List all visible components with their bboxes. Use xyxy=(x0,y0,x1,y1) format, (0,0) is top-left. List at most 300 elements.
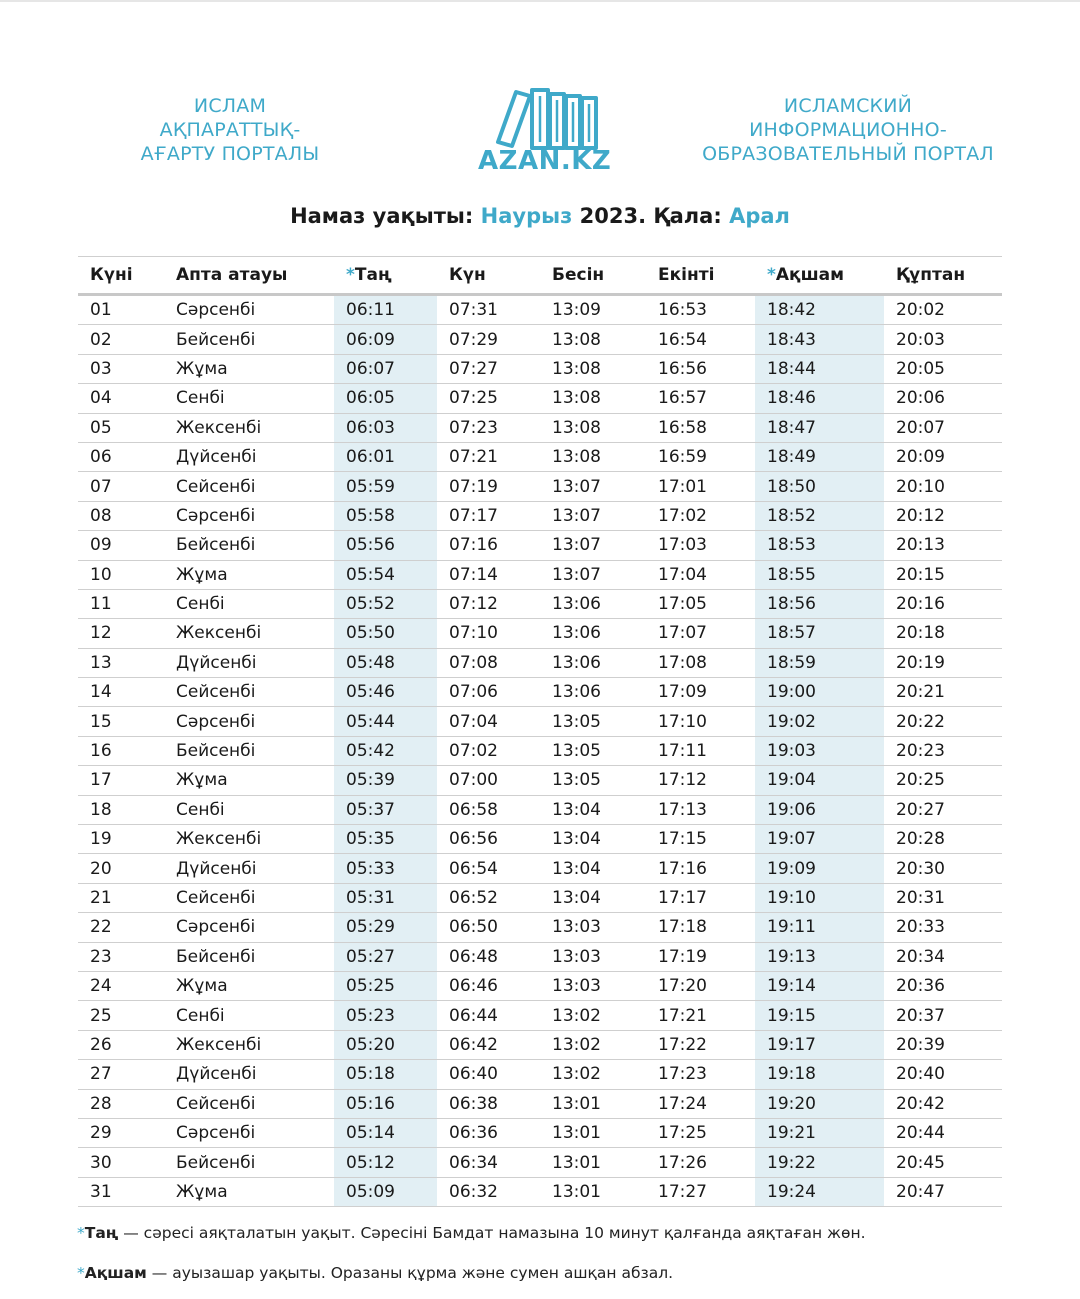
day-cell: 23 xyxy=(78,942,164,971)
day-cell: 11 xyxy=(78,589,164,618)
afternoon-cell: 16:54 xyxy=(646,325,755,354)
night-cell: 20:23 xyxy=(884,736,1002,765)
table-row xyxy=(78,1030,1002,1059)
col-header-night: Құптан xyxy=(884,257,1002,295)
portal-name-kazakh xyxy=(130,94,330,166)
table-row xyxy=(78,295,1002,325)
title-year: 2023. Қала: xyxy=(572,204,730,228)
dawn-cell: 06:07 xyxy=(334,354,437,383)
day-cell: 29 xyxy=(78,1118,164,1147)
col-header-day: Күні xyxy=(78,257,164,295)
night-cell: 20:21 xyxy=(884,678,1002,707)
weekday-cell: Сәрсенбі xyxy=(164,1118,334,1147)
sunset-cell: 19:13 xyxy=(755,942,884,971)
night-cell: 20:44 xyxy=(884,1118,1002,1147)
afternoon-cell: 17:18 xyxy=(646,913,755,942)
sunrise-cell: 06:34 xyxy=(437,1148,540,1177)
sunrise-cell: 07:10 xyxy=(437,619,540,648)
night-cell: 20:25 xyxy=(884,766,1002,795)
sunrise-cell: 06:32 xyxy=(437,1177,540,1206)
sunrise-cell: 07:00 xyxy=(437,766,540,795)
sunrise-cell: 07:27 xyxy=(437,354,540,383)
day-cell: 03 xyxy=(78,354,164,383)
sunrise-cell: 06:56 xyxy=(437,825,540,854)
sunset-cell: 19:06 xyxy=(755,795,884,824)
sunrise-cell: 07:31 xyxy=(437,295,540,325)
sunrise-cell: 06:50 xyxy=(437,913,540,942)
footnote-term: Ақшам xyxy=(84,1264,147,1282)
table-row xyxy=(78,1060,1002,1089)
night-cell: 20:45 xyxy=(884,1148,1002,1177)
sunset-cell: 18:57 xyxy=(755,619,884,648)
footnote-dawn xyxy=(77,1224,866,1242)
table-row xyxy=(78,1001,1002,1030)
night-cell: 20:18 xyxy=(884,619,1002,648)
table-row xyxy=(78,883,1002,912)
weekday-cell: Бейсенбі xyxy=(164,942,334,971)
weekday-cell: Сәрсенбі xyxy=(164,707,334,736)
sunset-cell: 19:17 xyxy=(755,1030,884,1059)
night-cell: 20:13 xyxy=(884,531,1002,560)
dawn-cell: 05:31 xyxy=(334,883,437,912)
night-cell: 20:34 xyxy=(884,942,1002,971)
sunset-cell: 19:18 xyxy=(755,1060,884,1089)
afternoon-cell: 17:24 xyxy=(646,1089,755,1118)
afternoon-cell: 17:16 xyxy=(646,854,755,883)
noon-cell: 13:06 xyxy=(540,619,646,648)
night-cell: 20:07 xyxy=(884,413,1002,442)
noon-cell: 13:08 xyxy=(540,442,646,471)
day-cell: 13 xyxy=(78,648,164,677)
weekday-cell: Сәрсенбі xyxy=(164,913,334,942)
dawn-cell: 05:59 xyxy=(334,472,437,501)
sunrise-cell: 07:12 xyxy=(437,589,540,618)
dawn-cell: 05:58 xyxy=(334,501,437,530)
weekday-cell: Сәрсенбі xyxy=(164,501,334,530)
afternoon-cell: 17:07 xyxy=(646,619,755,648)
noon-cell: 13:04 xyxy=(540,883,646,912)
weekday-cell: Дүйсенбі xyxy=(164,1060,334,1089)
dawn-cell: 05:44 xyxy=(334,707,437,736)
noon-cell: 13:04 xyxy=(540,825,646,854)
afternoon-cell: 17:23 xyxy=(646,1060,755,1089)
table-row xyxy=(78,1177,1002,1206)
table-header-row xyxy=(78,257,1002,295)
dawn-cell: 05:12 xyxy=(334,1148,437,1177)
day-cell: 05 xyxy=(78,413,164,442)
noon-cell: 13:02 xyxy=(540,1060,646,1089)
weekday-cell: Бейсенбі xyxy=(164,1148,334,1177)
sunset-cell: 19:10 xyxy=(755,883,884,912)
table-row xyxy=(78,913,1002,942)
sunrise-cell: 07:17 xyxy=(437,501,540,530)
sunset-cell: 19:15 xyxy=(755,1001,884,1030)
sunrise-cell: 07:19 xyxy=(437,472,540,501)
night-cell: 20:39 xyxy=(884,1030,1002,1059)
dawn-cell: 06:03 xyxy=(334,413,437,442)
day-cell: 10 xyxy=(78,560,164,589)
afternoon-cell: 17:26 xyxy=(646,1148,755,1177)
afternoon-cell: 16:58 xyxy=(646,413,755,442)
dawn-cell: 05:46 xyxy=(334,678,437,707)
table-row xyxy=(78,707,1002,736)
noon-cell: 13:06 xyxy=(540,678,646,707)
dawn-cell: 05:35 xyxy=(334,825,437,854)
sunrise-cell: 07:16 xyxy=(437,531,540,560)
night-cell: 20:03 xyxy=(884,325,1002,354)
weekday-cell: Жексенбі xyxy=(164,619,334,648)
portal-line: ИНФОРМАЦИОННО- xyxy=(749,119,947,141)
dawn-cell: 05:14 xyxy=(334,1118,437,1147)
day-cell: 26 xyxy=(78,1030,164,1059)
weekday-cell: Сейсенбі xyxy=(164,678,334,707)
sunrise-cell: 07:23 xyxy=(437,413,540,442)
table-row xyxy=(78,501,1002,530)
sunset-cell: 18:43 xyxy=(755,325,884,354)
day-cell: 09 xyxy=(78,531,164,560)
table-row xyxy=(78,325,1002,354)
sunset-cell: 19:07 xyxy=(755,825,884,854)
noon-cell: 13:07 xyxy=(540,531,646,560)
sunset-cell: 19:14 xyxy=(755,971,884,1000)
night-cell: 20:31 xyxy=(884,883,1002,912)
noon-cell: 13:08 xyxy=(540,354,646,383)
noon-cell: 13:07 xyxy=(540,501,646,530)
afternoon-cell: 16:57 xyxy=(646,384,755,413)
portal-line: ОБРАЗОВАТЕЛЬНЫЙ ПОРТАЛ xyxy=(702,143,994,165)
dawn-cell: 05:56 xyxy=(334,531,437,560)
afternoon-cell: 17:22 xyxy=(646,1030,755,1059)
weekday-cell: Сейсенбі xyxy=(164,472,334,501)
afternoon-cell: 16:56 xyxy=(646,354,755,383)
afternoon-cell: 17:11 xyxy=(646,736,755,765)
noon-cell: 13:09 xyxy=(540,295,646,325)
night-cell: 20:47 xyxy=(884,1177,1002,1206)
footnote-sunset xyxy=(77,1264,673,1282)
noon-cell: 13:03 xyxy=(540,971,646,1000)
weekday-cell: Жұма xyxy=(164,971,334,1000)
sunrise-cell: 06:54 xyxy=(437,854,540,883)
top-border xyxy=(0,0,1080,2)
weekday-cell: Дүйсенбі xyxy=(164,442,334,471)
dawn-cell: 05:16 xyxy=(334,1089,437,1118)
noon-cell: 13:04 xyxy=(540,854,646,883)
table-row xyxy=(78,1148,1002,1177)
col-header-sunset xyxy=(755,257,884,295)
sunrise-cell: 06:44 xyxy=(437,1001,540,1030)
day-cell: 04 xyxy=(78,384,164,413)
noon-cell: 13:08 xyxy=(540,325,646,354)
table-row xyxy=(78,766,1002,795)
afternoon-cell: 17:10 xyxy=(646,707,755,736)
table-row xyxy=(78,472,1002,501)
day-cell: 19 xyxy=(78,825,164,854)
table-row xyxy=(78,442,1002,471)
weekday-cell: Сейсенбі xyxy=(164,1089,334,1118)
day-cell: 12 xyxy=(78,619,164,648)
noon-cell: 13:06 xyxy=(540,589,646,618)
noon-cell: 13:06 xyxy=(540,648,646,677)
col-header-noon: Бесін xyxy=(540,257,646,295)
afternoon-cell: 17:08 xyxy=(646,648,755,677)
night-cell: 20:12 xyxy=(884,501,1002,530)
sunrise-cell: 07:21 xyxy=(437,442,540,471)
weekday-cell: Сенбі xyxy=(164,1001,334,1030)
sunset-cell: 18:55 xyxy=(755,560,884,589)
table-row xyxy=(78,942,1002,971)
dawn-cell: 05:37 xyxy=(334,795,437,824)
noon-cell: 13:07 xyxy=(540,472,646,501)
afternoon-cell: 17:01 xyxy=(646,472,755,501)
star-mark: * xyxy=(77,1224,85,1242)
noon-cell: 13:08 xyxy=(540,384,646,413)
table-row xyxy=(78,736,1002,765)
night-cell: 20:30 xyxy=(884,854,1002,883)
day-cell: 02 xyxy=(78,325,164,354)
afternoon-cell: 16:59 xyxy=(646,442,755,471)
table-row xyxy=(78,354,1002,383)
day-cell: 24 xyxy=(78,971,164,1000)
sunrise-cell: 06:40 xyxy=(437,1060,540,1089)
portal-line: ИСЛАМ xyxy=(193,95,267,117)
day-cell: 21 xyxy=(78,883,164,912)
weekday-cell: Жұма xyxy=(164,766,334,795)
weekday-cell: Жексенбі xyxy=(164,825,334,854)
star-mark: * xyxy=(346,265,355,285)
night-cell: 20:37 xyxy=(884,1001,1002,1030)
day-cell: 08 xyxy=(78,501,164,530)
afternoon-cell: 17:09 xyxy=(646,678,755,707)
night-cell: 20:40 xyxy=(884,1060,1002,1089)
table-row xyxy=(78,384,1002,413)
table-row xyxy=(78,971,1002,1000)
dawn-cell: 06:05 xyxy=(334,384,437,413)
dawn-cell: 05:27 xyxy=(334,942,437,971)
weekday-cell: Бейсенбі xyxy=(164,325,334,354)
day-cell: 28 xyxy=(78,1089,164,1118)
star-mark: * xyxy=(767,265,776,285)
noon-cell: 13:01 xyxy=(540,1118,646,1147)
noon-cell: 13:02 xyxy=(540,1030,646,1059)
sunrise-cell: 07:29 xyxy=(437,325,540,354)
weekday-cell: Сенбі xyxy=(164,589,334,618)
dawn-cell: 05:23 xyxy=(334,1001,437,1030)
sunset-cell: 18:50 xyxy=(755,472,884,501)
dawn-cell: 05:39 xyxy=(334,766,437,795)
weekday-cell: Жексенбі xyxy=(164,1030,334,1059)
night-cell: 20:28 xyxy=(884,825,1002,854)
dawn-cell: 05:09 xyxy=(334,1177,437,1206)
noon-cell: 13:08 xyxy=(540,413,646,442)
sunrise-cell: 06:36 xyxy=(437,1118,540,1147)
dawn-cell: 05:18 xyxy=(334,1060,437,1089)
night-cell: 20:42 xyxy=(884,1089,1002,1118)
col-header-weekday: Апта атауы xyxy=(164,257,334,295)
noon-cell: 13:01 xyxy=(540,1177,646,1206)
weekday-cell: Жұма xyxy=(164,354,334,383)
sunrise-cell: 06:46 xyxy=(437,971,540,1000)
afternoon-cell: 16:53 xyxy=(646,295,755,325)
sunrise-cell: 06:52 xyxy=(437,883,540,912)
sunrise-cell: 07:08 xyxy=(437,648,540,677)
dawn-cell: 05:25 xyxy=(334,971,437,1000)
col-header-sunset-label: Ақшам xyxy=(775,265,845,285)
weekday-cell: Жұма xyxy=(164,560,334,589)
weekday-cell: Сенбі xyxy=(164,795,334,824)
sunrise-cell: 07:25 xyxy=(437,384,540,413)
dawn-cell: 05:42 xyxy=(334,736,437,765)
star-mark: * xyxy=(77,1264,85,1282)
afternoon-cell: 17:21 xyxy=(646,1001,755,1030)
sunset-cell: 19:09 xyxy=(755,854,884,883)
table-row xyxy=(78,619,1002,648)
sunset-cell: 19:02 xyxy=(755,707,884,736)
day-cell: 06 xyxy=(78,442,164,471)
day-cell: 18 xyxy=(78,795,164,824)
weekday-cell: Жұма xyxy=(164,1177,334,1206)
dawn-cell: 06:11 xyxy=(334,295,437,325)
dawn-cell: 05:29 xyxy=(334,913,437,942)
sunset-cell: 19:11 xyxy=(755,913,884,942)
table-row xyxy=(78,413,1002,442)
day-cell: 17 xyxy=(78,766,164,795)
night-cell: 20:19 xyxy=(884,648,1002,677)
dawn-cell: 05:33 xyxy=(334,854,437,883)
footnote-term: Таң xyxy=(84,1224,119,1242)
dawn-cell: 06:09 xyxy=(334,325,437,354)
day-cell: 27 xyxy=(78,1060,164,1089)
sunset-cell: 18:53 xyxy=(755,531,884,560)
afternoon-cell: 17:04 xyxy=(646,560,755,589)
afternoon-cell: 17:25 xyxy=(646,1118,755,1147)
afternoon-cell: 17:13 xyxy=(646,795,755,824)
day-cell: 16 xyxy=(78,736,164,765)
day-cell: 30 xyxy=(78,1148,164,1177)
noon-cell: 13:01 xyxy=(540,1148,646,1177)
weekday-cell: Бейсенбі xyxy=(164,736,334,765)
sunset-cell: 19:03 xyxy=(755,736,884,765)
sunset-cell: 18:42 xyxy=(755,295,884,325)
day-cell: 25 xyxy=(78,1001,164,1030)
table-row xyxy=(78,589,1002,618)
noon-cell: 13:05 xyxy=(540,707,646,736)
afternoon-cell: 17:05 xyxy=(646,589,755,618)
portal-line: ИСЛАМСКИЙ xyxy=(783,95,913,117)
sunset-cell: 19:20 xyxy=(755,1089,884,1118)
sunset-cell: 19:24 xyxy=(755,1177,884,1206)
night-cell: 20:02 xyxy=(884,295,1002,325)
weekday-cell: Дүйсенбі xyxy=(164,854,334,883)
sunset-cell: 19:21 xyxy=(755,1118,884,1147)
dawn-cell: 05:20 xyxy=(334,1030,437,1059)
portal-line: АҒАРТУ ПОРТАЛЫ xyxy=(140,143,320,165)
noon-cell: 13:02 xyxy=(540,1001,646,1030)
col-header-afternoon: Екінті xyxy=(646,257,755,295)
sunset-cell: 18:59 xyxy=(755,648,884,677)
sunrise-cell: 06:42 xyxy=(437,1030,540,1059)
sunrise-cell: 07:02 xyxy=(437,736,540,765)
table-row xyxy=(78,1118,1002,1147)
table-row xyxy=(78,531,1002,560)
sunset-cell: 19:04 xyxy=(755,766,884,795)
sunset-cell: 19:00 xyxy=(755,678,884,707)
noon-cell: 13:01 xyxy=(540,1089,646,1118)
title-city: Арал xyxy=(729,204,790,228)
sunrise-cell: 06:48 xyxy=(437,942,540,971)
title-prefix: Намаз уақыты: xyxy=(290,204,481,228)
table-row xyxy=(78,795,1002,824)
dawn-cell: 06:01 xyxy=(334,442,437,471)
sunset-cell: 18:44 xyxy=(755,354,884,383)
afternoon-cell: 17:02 xyxy=(646,501,755,530)
night-cell: 20:09 xyxy=(884,442,1002,471)
sunrise-cell: 06:38 xyxy=(437,1089,540,1118)
night-cell: 20:06 xyxy=(884,384,1002,413)
dawn-cell: 05:50 xyxy=(334,619,437,648)
night-cell: 20:05 xyxy=(884,354,1002,383)
sunset-cell: 19:22 xyxy=(755,1148,884,1177)
day-cell: 31 xyxy=(78,1177,164,1206)
night-cell: 20:27 xyxy=(884,795,1002,824)
noon-cell: 13:07 xyxy=(540,560,646,589)
dawn-cell: 05:48 xyxy=(334,648,437,677)
afternoon-cell: 17:15 xyxy=(646,825,755,854)
afternoon-cell: 17:17 xyxy=(646,883,755,912)
noon-cell: 13:05 xyxy=(540,736,646,765)
table-row xyxy=(78,825,1002,854)
dawn-cell: 05:52 xyxy=(334,589,437,618)
day-cell: 15 xyxy=(78,707,164,736)
weekday-cell: Дүйсенбі xyxy=(164,648,334,677)
noon-cell: 13:03 xyxy=(540,942,646,971)
weekday-cell: Сәрсенбі xyxy=(164,295,334,325)
sunset-cell: 18:56 xyxy=(755,589,884,618)
prayer-times-table xyxy=(78,256,1002,1207)
night-cell: 20:36 xyxy=(884,971,1002,1000)
table-row xyxy=(78,560,1002,589)
sunset-cell: 18:49 xyxy=(755,442,884,471)
sunrise-cell: 07:06 xyxy=(437,678,540,707)
table-row xyxy=(78,1089,1002,1118)
weekday-cell: Жексенбі xyxy=(164,413,334,442)
weekday-cell: Сенбі xyxy=(164,384,334,413)
afternoon-cell: 17:12 xyxy=(646,766,755,795)
night-cell: 20:10 xyxy=(884,472,1002,501)
night-cell: 20:16 xyxy=(884,589,1002,618)
sunset-cell: 18:52 xyxy=(755,501,884,530)
sunrise-cell: 07:14 xyxy=(437,560,540,589)
afternoon-cell: 17:19 xyxy=(646,942,755,971)
col-header-dawn xyxy=(334,257,437,295)
table-row xyxy=(78,648,1002,677)
weekday-cell: Сейсенбі xyxy=(164,883,334,912)
footnote-text: — сәресі аяқталатын уақыт. Сәресіні Бамдат намазына 10 минут қалғанда аяқтаған жөн. xyxy=(118,1224,866,1242)
day-cell: 22 xyxy=(78,913,164,942)
portal-name-russian xyxy=(700,94,996,166)
sunrise-cell: 06:58 xyxy=(437,795,540,824)
col-header-dawn-label: Таң xyxy=(354,265,392,285)
noon-cell: 13:04 xyxy=(540,795,646,824)
portal-line: АҚПАРАТТЫҚ- xyxy=(159,119,301,141)
col-header-sunrise: Күн xyxy=(437,257,540,295)
logo-text: AZAN.KZ xyxy=(478,146,612,176)
noon-cell: 13:03 xyxy=(540,913,646,942)
afternoon-cell: 17:03 xyxy=(646,531,755,560)
night-cell: 20:33 xyxy=(884,913,1002,942)
night-cell: 20:22 xyxy=(884,707,1002,736)
footnote-text: — ауызашар уақыты. Оразаны құрма және сумен ашқан абзал. xyxy=(146,1264,674,1282)
day-cell: 20 xyxy=(78,854,164,883)
